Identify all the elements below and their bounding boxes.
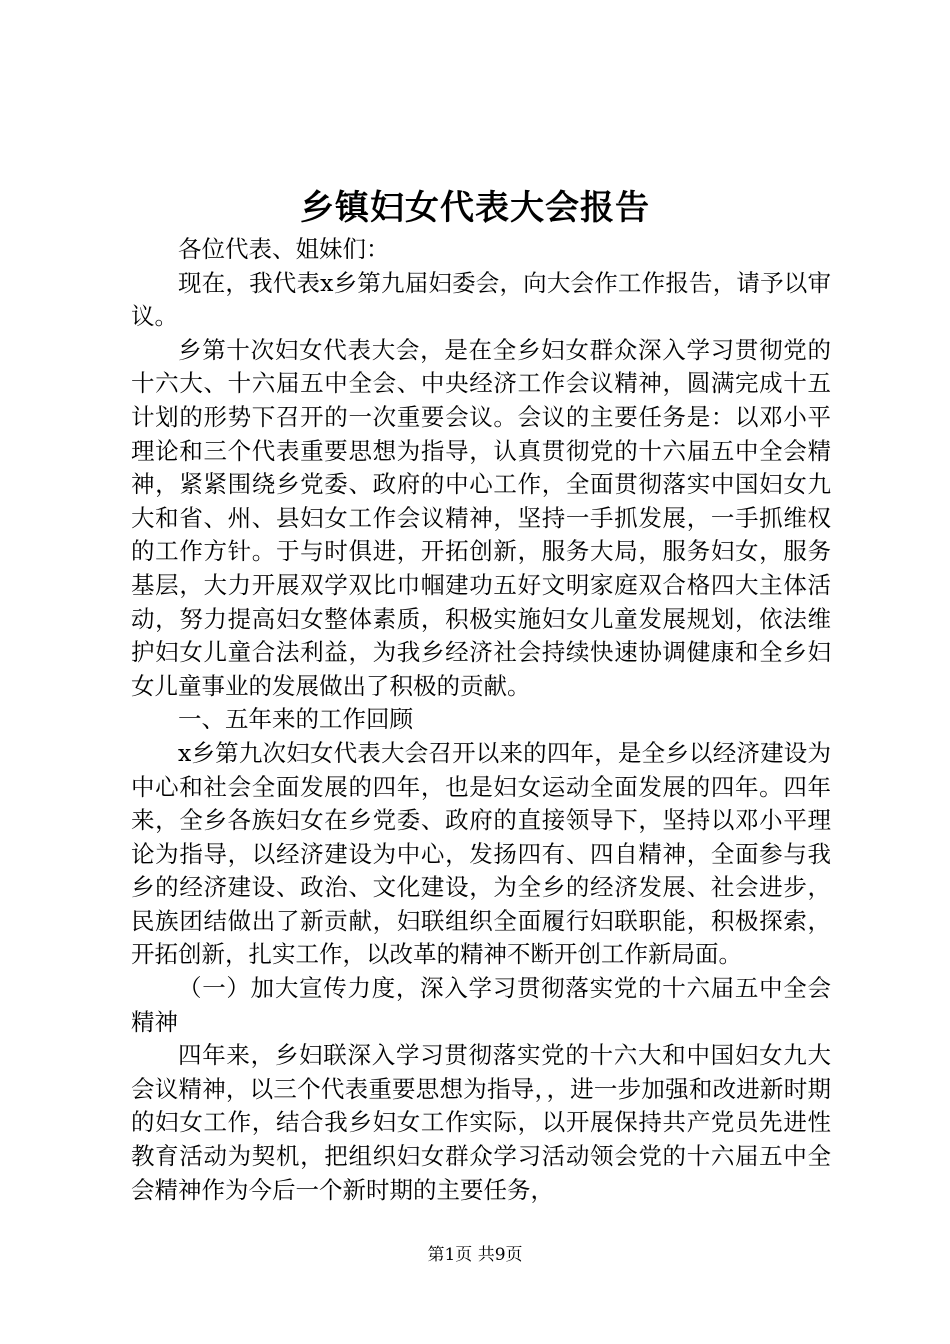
paragraph-meeting-tasks: 乡第十次妇女代表大会，是在全乡妇女群众深入学习贯彻党的十六大、十六届五中全会、中央经济工作会议精神，圆满完成十五计划的形势下召开的一次重要会议。会议的主要任务是：以邓小平理论和三个代表重要思想为指导，认真贯彻党的十六届五中全会精神，紧紧围绕乡党委、政府的中心工作，全面贯彻落实中国妇女九大和省、州、县妇女工作会议精神，坚持一手抓发展，一手抓维权的工作方针。于与时俱进，开拓创新，服务大局，服务妇女，服务基层，大力开展双学双比巾帼建功五好文明家庭双合格四大主体活动，努力提高妇女整体素质，积极实施妇女儿童发展规划，依法维护妇女儿童合法利益，为我乡经济社会持续快速协调健康和全乡妇女儿童事业的发展做出了积极的贡献。: [131, 335, 831, 700]
document-title: 乡镇妇女代表大会报告: [300, 188, 650, 228]
page-number-footer: 第1页 共9页: [427, 1245, 523, 1265]
section-heading-review: 一、五年来的工作回顾: [178, 705, 413, 734]
subsection-heading-publicity: （一）加大宣传力度，深入学习贯彻落实党的十六届五中全会精神: [131, 974, 831, 1036]
document-body: [131, 233, 831, 1207]
paragraph-intro: 现在，我代表x乡第九届妇委会，向大会作工作报告，请予以审议。: [131, 268, 831, 331]
paragraph-review: x乡第九次妇女代表大会召开以来的四年，是全乡以经济建设为中心和社会全面发展的四年，也是妇女运动全面发展的四年。四年来，全乡各族妇女在乡党委、政府的直接领导下，坚持以邓小平理论为指导，以经济建设为中心，发扬四有、四自精神，全面参与我乡的经济建设、政治、文化建设，为全乡的经济发展、社会进步，民族团结做出了新贡献，妇联组织全面履行妇联职能，积极探索，开拓创新，扎实工作，以改革的精神不断开创工作新局面。: [131, 738, 831, 969]
paragraph-publicity: 四年来，乡妇联深入学习贯彻落实党的十六大和中国妇女九大会议精神，以三个代表重要思想为指导，，进一步加强和改进新时期的妇女工作，结合我乡妇女工作实际，以开展保持共产党员先进性教育活动为契机，把组织妇女群众学习活动领会党的十六届五中全会精神作为今后一个新时期的主要任务，: [131, 1041, 831, 1204]
salutation: 各位代表、姐妹们：: [178, 235, 390, 263]
